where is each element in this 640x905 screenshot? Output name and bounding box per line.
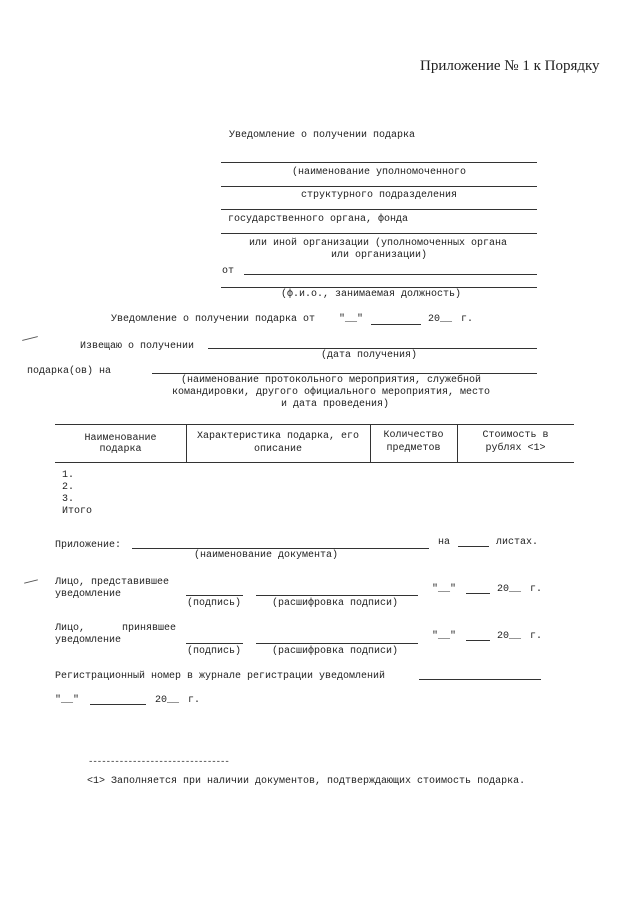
submitter-label-1: Лицо, представившее [55,577,170,588]
from-caption: (ф.и.о., занимаемая должность) [281,289,462,300]
receiver-year: 20__ [497,631,522,642]
table-header-quantity: Количество предметов [383,430,444,454]
receiver-decode-line[interactable] [256,643,418,644]
table-header-name: Наименование подарка [84,433,157,455]
recipient-line-1[interactable] [221,162,537,163]
receiver-decode-caption: (расшифровка подписи) [272,646,399,657]
table-row[interactable]: 1. [62,470,75,481]
appendix-label: Приложение № 1 к Порядку [420,58,600,74]
gifts-at-caption-1: (наименование протокольного мероприятия, служебной [181,375,482,386]
submitter-year-suffix: г. [530,584,543,595]
scan-mark [24,579,38,583]
footnote-separator: -------------------------------- [88,757,229,767]
gifts-at-caption-2: командировки, другого официального мероприятия, место [172,387,491,398]
receiver-label-1: Лицо, [55,623,86,634]
notice-month-line[interactable] [371,324,421,325]
registration-day: "__" [55,695,80,706]
from-line-2[interactable] [221,287,537,288]
registration-month-line[interactable] [90,704,146,705]
attachment-label: Приложение: [55,540,122,551]
attachment-sheets: листах. [496,537,539,548]
table-top-border [55,424,574,425]
from-line[interactable] [244,274,537,275]
recipient-caption-5: или организации) [330,250,427,261]
submitter-year: 20__ [497,584,522,595]
from-label: от [222,266,235,277]
recipient-line-2[interactable] [221,186,537,187]
recipient-caption-3: государственного органа, фонда [228,214,409,225]
table-total: Итого [62,506,93,517]
table-header-description: Характеристика подарка, его описание [196,431,360,455]
registration-number-line[interactable] [419,679,541,680]
inform-caption: (дата получения) [321,350,418,361]
table-header-cost: Стоимость в рублях <1> [482,430,549,454]
attachment-on: на [438,537,451,548]
footnote-text: <1> Заполняется при наличии документов, подтверждающих стоимость подарка. [87,776,526,787]
recipient-caption-2: структурного подразделения [300,190,458,201]
inform-label: Извещаю о получении [80,341,195,352]
receiver-year-suffix: г. [530,631,543,642]
submitter-decode-caption: (расшифровка подписи) [272,598,399,609]
gifts-at-label: подарка(ов) на [27,366,112,377]
submitter-decode-line[interactable] [256,595,418,596]
receiver-signature-line[interactable] [186,643,243,644]
receiver-label-word2: принявшее [122,623,177,634]
submitter-month-line[interactable] [466,593,490,594]
receiver-label-2: уведомление [55,635,122,646]
registration-year-suffix: г. [188,695,201,706]
form-title: Уведомление о получении подарка [229,130,416,141]
attachment-caption: (наименование документа) [194,550,339,561]
notice-year-suffix: г. [461,314,474,325]
scan-mark [22,336,38,341]
table-header-bottom-border [55,462,574,463]
registration-label: Регистрационный номер в журнале регистрации уведомлений [55,671,386,682]
table-row[interactable]: 2. [62,482,75,493]
attachment-line[interactable] [132,548,429,549]
inform-date-line[interactable] [208,348,537,349]
registration-year: 20__ [155,695,180,706]
submitter-day: "__" [432,584,457,595]
submitter-label-2: уведомление [55,589,122,600]
recipient-line-3[interactable] [221,209,537,210]
recipient-caption-4: или иной организации (уполномоченных органа [249,238,508,249]
notice-text: Уведомление о получении подарка от [111,314,316,325]
receiver-month-line[interactable] [466,640,490,641]
table-row[interactable]: 3. [62,494,75,505]
submitter-sign-caption: (подпись) [187,598,242,609]
receiver-sign-caption: (подпись) [187,646,242,657]
notice-day: "__" [339,314,364,325]
receiver-day: "__" [432,631,457,642]
attachment-sheets-line[interactable] [458,546,489,547]
gifts-at-caption-3: и дата проведения) [281,399,390,410]
recipient-caption-1: (наименование уполномоченного [291,167,467,178]
submitter-signature-line[interactable] [186,595,243,596]
recipient-line-4[interactable] [221,233,537,234]
gifts-at-line[interactable] [152,373,537,374]
notice-year: 20__ [428,314,453,325]
